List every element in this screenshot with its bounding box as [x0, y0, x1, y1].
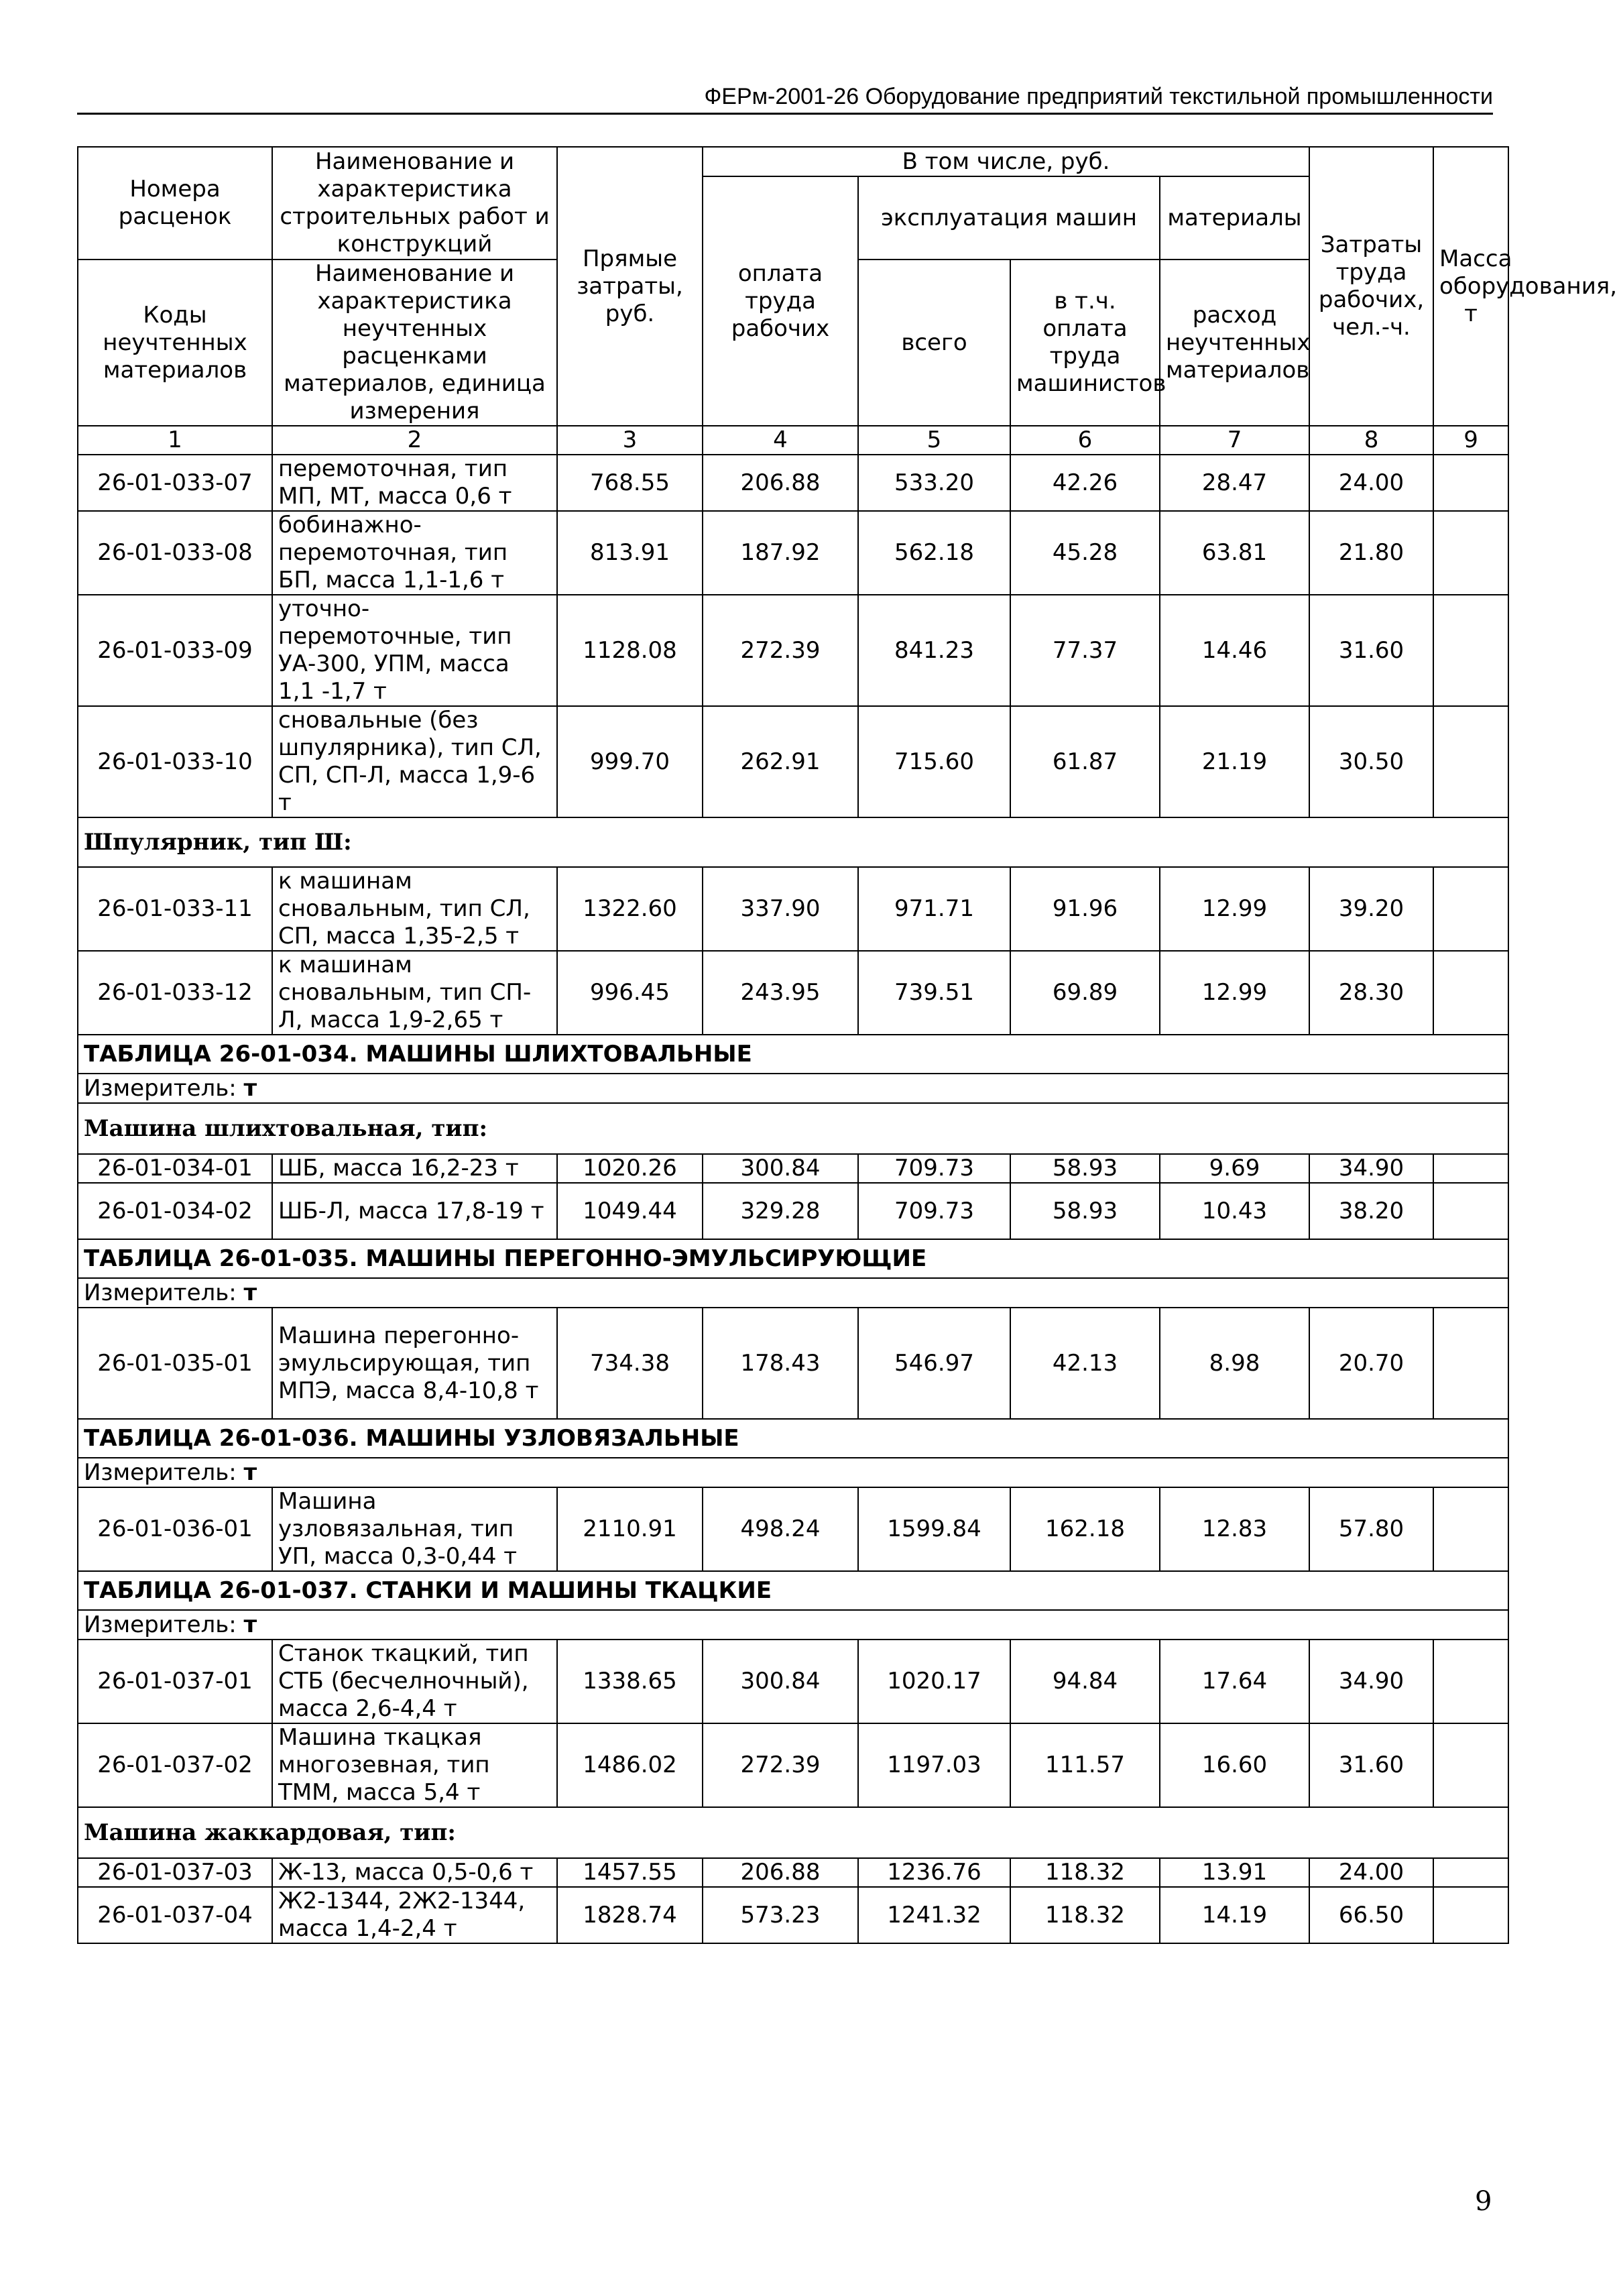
- col-number: 3: [557, 426, 703, 455]
- row-name: бобинажно-перемоточная, тип БП, масса 1,1-1,6 т: [272, 511, 557, 595]
- measure-line: [78, 1458, 1508, 1487]
- row-mass: [1433, 455, 1508, 511]
- row-materials: 12.99: [1160, 951, 1309, 1035]
- group-2: [78, 817, 1508, 1035]
- row-labor: 66.50: [1309, 1887, 1433, 1943]
- row-total: 1197.03: [858, 1723, 1010, 1807]
- row-direct: 813.91: [557, 511, 703, 595]
- row-direct: 1020.26: [557, 1154, 703, 1183]
- row-mass: [1433, 1487, 1508, 1571]
- row-incl: 42.26: [1010, 455, 1160, 511]
- row-labor: 28.30: [1309, 951, 1433, 1035]
- col-number: 8: [1309, 426, 1433, 455]
- row-incl: 45.28: [1010, 511, 1160, 595]
- row-wages: 272.39: [703, 1723, 858, 1807]
- col-materials: материалы: [1160, 176, 1309, 260]
- row-mass: [1433, 706, 1508, 817]
- table-034: [78, 1035, 1508, 1239]
- row-direct: 1322.60: [557, 867, 703, 951]
- row-materials: 17.64: [1160, 1640, 1309, 1723]
- col-number: 6: [1010, 426, 1160, 455]
- measure-label: Измеритель:: [84, 1611, 237, 1638]
- table-row: [78, 511, 1508, 595]
- row-wages: 206.88: [703, 1858, 858, 1887]
- row-incl: 69.89: [1010, 951, 1160, 1035]
- row-incl: 94.84: [1010, 1640, 1160, 1723]
- row-direct: 1128.08: [557, 595, 703, 706]
- row-direct: 1486.02: [557, 1723, 703, 1807]
- row-incl: 77.37: [1010, 595, 1160, 706]
- rates-table: [77, 146, 1617, 1944]
- row-direct: 1828.74: [557, 1887, 703, 1943]
- row-mass: [1433, 1308, 1508, 1419]
- section-heading: Шпулярник, тип Ш:: [78, 817, 1508, 867]
- table-title: ТАБЛИЦА 26-01-035. МАШИНЫ ПЕРЕГОННО-ЭМУЛЬСИРУЮЩИЕ: [78, 1239, 1508, 1278]
- row-wages: 329.28: [703, 1183, 858, 1239]
- row-name: Ж2-1344, 2Ж2-1344, масса 1,4-2,4 т: [272, 1887, 557, 1943]
- table-title: ТАБЛИЦА 26-01-036. МАШИНЫ УЗЛОВЯЗАЛЬНЫЕ: [78, 1419, 1508, 1458]
- table-row: [78, 1640, 1508, 1723]
- col-incl: В том числе, руб.: [703, 147, 1309, 176]
- row-materials: 13.91: [1160, 1858, 1309, 1887]
- row-incl: 58.93: [1010, 1154, 1160, 1183]
- row-total: 562.18: [858, 511, 1010, 595]
- row-name: ШБ-Л, масса 17,8-19 т: [272, 1183, 557, 1239]
- table-title: ТАБЛИЦА 26-01-034. МАШИНЫ ШЛИХТОВАЛЬНЫЕ: [78, 1035, 1508, 1074]
- row-direct: 999.70: [557, 706, 703, 817]
- row-total: 1236.76: [858, 1858, 1010, 1887]
- row-total: 1020.17: [858, 1640, 1010, 1723]
- row-code: 26-01-033-10: [78, 706, 272, 817]
- row-code: 26-01-036-01: [78, 1487, 272, 1571]
- row-code: 26-01-033-07: [78, 455, 272, 511]
- row-code: 26-01-033-08: [78, 511, 272, 595]
- col-number: 5: [858, 426, 1010, 455]
- row-labor: 39.20: [1309, 867, 1433, 951]
- row-name: Машина узловязальная, тип УП, масса 0,3-0,44 т: [272, 1487, 557, 1571]
- row-wages: 262.91: [703, 706, 858, 817]
- row-wages: 187.92: [703, 511, 858, 595]
- page-header: [77, 84, 1493, 115]
- measure-unit: т: [243, 1458, 257, 1486]
- col-machines: эксплуатация машин: [858, 176, 1160, 260]
- row-direct: 1338.65: [557, 1640, 703, 1723]
- row-labor: 34.90: [1309, 1154, 1433, 1183]
- row-mass: [1433, 951, 1508, 1035]
- table-title: ТАБЛИЦА 26-01-037. СТАНКИ И МАШИНЫ ТКАЦКИЕ: [78, 1571, 1508, 1610]
- row-wages: 573.23: [703, 1887, 858, 1943]
- row-materials: 10.43: [1160, 1183, 1309, 1239]
- row-incl: 91.96: [1010, 867, 1160, 951]
- row-mass: [1433, 595, 1508, 706]
- table-row: [78, 455, 1508, 511]
- row-materials: 14.19: [1160, 1887, 1309, 1943]
- row-code: 26-01-037-03: [78, 1858, 272, 1887]
- measure-line: [78, 1074, 1508, 1103]
- row-mass: [1433, 1183, 1508, 1239]
- row-labor: 31.60: [1309, 1723, 1433, 1807]
- table-row: [78, 1887, 1508, 1943]
- col-code-top: Номера расценок: [78, 147, 272, 260]
- table-row: [78, 1487, 1508, 1571]
- row-mass: [1433, 1887, 1508, 1943]
- row-direct: 2110.91: [557, 1487, 703, 1571]
- row-name: сновальные (без шпулярника), тип СЛ, СП, СП-Л, масса 1,9-6 т: [272, 706, 557, 817]
- row-labor: 21.80: [1309, 511, 1433, 595]
- row-materials: 14.46: [1160, 595, 1309, 706]
- col-incl-wages: в т.ч. оплата труда машинистов: [1010, 260, 1160, 426]
- row-name: к машинам сновальным, тип СЛ, СП, масса 1,35-2,5 т: [272, 867, 557, 951]
- row-incl: 58.93: [1010, 1183, 1160, 1239]
- col-number: 7: [1160, 426, 1309, 455]
- row-direct: 734.38: [557, 1308, 703, 1419]
- row-labor: 24.00: [1309, 455, 1433, 511]
- row-code: 26-01-037-04: [78, 1887, 272, 1943]
- col-total: всего: [858, 260, 1010, 426]
- table-row: [78, 951, 1508, 1035]
- row-total: 1599.84: [858, 1487, 1010, 1571]
- col-number: 1: [78, 426, 272, 455]
- row-total: 709.73: [858, 1154, 1010, 1183]
- row-incl: 111.57: [1010, 1723, 1160, 1807]
- measure-label: Измеритель:: [84, 1458, 237, 1486]
- row-materials: 63.81: [1160, 511, 1309, 595]
- section-heading: Машина жаккардовая, тип:: [78, 1807, 1508, 1858]
- row-code: 26-01-037-01: [78, 1640, 272, 1723]
- col-number: 2: [272, 426, 557, 455]
- row-wages: 300.84: [703, 1154, 858, 1183]
- col-number: 4: [703, 426, 858, 455]
- row-materials: 12.99: [1160, 867, 1309, 951]
- row-name: Машина перегонно-эмульсирующая, тип МПЭ, масса 8,4-10,8 т: [272, 1308, 557, 1419]
- row-name: Станок ткацкий, тип СТБ (бесчелночный), масса 2,6-4,4 т: [272, 1640, 557, 1723]
- col-unaccounted: расход неучтенных материалов: [1160, 260, 1309, 426]
- row-name: Ж-13, масса 0,5-0,6 т: [272, 1858, 557, 1887]
- row-mass: [1433, 867, 1508, 951]
- col-code-bottom: Коды неучтенных материалов: [78, 260, 272, 426]
- row-code: 26-01-033-12: [78, 951, 272, 1035]
- measure-line: [78, 1278, 1508, 1308]
- table-035: [78, 1239, 1508, 1419]
- row-labor: 24.00: [1309, 1858, 1433, 1887]
- row-labor: 30.50: [1309, 706, 1433, 817]
- row-total: 739.51: [858, 951, 1010, 1035]
- row-labor: 38.20: [1309, 1183, 1433, 1239]
- row-incl: 118.32: [1010, 1887, 1160, 1943]
- row-materials: 12.83: [1160, 1487, 1309, 1571]
- measure-unit: т: [243, 1611, 257, 1638]
- group-1: [78, 455, 1508, 817]
- row-incl: 162.18: [1010, 1487, 1160, 1571]
- row-mass: [1433, 1640, 1508, 1723]
- row-materials: 16.60: [1160, 1723, 1309, 1807]
- row-labor: 34.90: [1309, 1640, 1433, 1723]
- row-mass: [1433, 1723, 1508, 1807]
- table-row: [78, 1183, 1508, 1239]
- col-number: 9: [1433, 426, 1508, 455]
- row-wages: 178.43: [703, 1308, 858, 1419]
- row-total: 1241.32: [858, 1887, 1010, 1943]
- row-total: 533.20: [858, 455, 1010, 511]
- table-037: [78, 1571, 1508, 1943]
- row-wages: 272.39: [703, 595, 858, 706]
- row-incl: 118.32: [1010, 1858, 1160, 1887]
- row-labor: 31.60: [1309, 595, 1433, 706]
- row-name: уточно-перемоточные, тип УА-300, УПМ, масса 1,1 -1,7 т: [272, 595, 557, 706]
- table-row: [78, 706, 1508, 817]
- table-row: [78, 867, 1508, 951]
- column-numbers-row: [78, 426, 1508, 455]
- row-total: 709.73: [858, 1183, 1010, 1239]
- row-mass: [1433, 1154, 1508, 1183]
- measure-label: Измеритель:: [84, 1074, 237, 1102]
- table-row: [78, 1308, 1508, 1419]
- col-name-bottom: Наименование и характеристика неучтенных расценками материалов, единица измерения: [272, 260, 557, 426]
- row-wages: 300.84: [703, 1640, 858, 1723]
- col-name-top: Наименование и характеристика строительных работ и конструкций: [272, 147, 557, 260]
- row-total: 971.71: [858, 867, 1010, 951]
- row-name: перемоточная, тип МП, МТ, масса 0,6 т: [272, 455, 557, 511]
- measure-label: Измеритель:: [84, 1279, 237, 1306]
- row-direct: 996.45: [557, 951, 703, 1035]
- row-code: 26-01-034-02: [78, 1183, 272, 1239]
- row-wages: 498.24: [703, 1487, 858, 1571]
- table-row: [78, 595, 1508, 706]
- row-materials: 21.19: [1160, 706, 1309, 817]
- table-036: [78, 1419, 1508, 1571]
- row-materials: 8.98: [1160, 1308, 1309, 1419]
- table-row: [78, 1858, 1508, 1887]
- row-code: 26-01-035-01: [78, 1308, 272, 1419]
- row-direct: 1457.55: [557, 1858, 703, 1887]
- row-total: 715.60: [858, 706, 1010, 817]
- row-direct: 768.55: [557, 455, 703, 511]
- section-heading: Машина шлихтовальная, тип:: [78, 1103, 1508, 1154]
- col-mass: Масса оборудования, т: [1433, 147, 1508, 426]
- table-header: [78, 147, 1617, 455]
- row-mass: [1433, 511, 1508, 595]
- row-incl: 42.13: [1010, 1308, 1160, 1419]
- row-code: 26-01-037-02: [78, 1723, 272, 1807]
- table-row: [78, 1723, 1508, 1807]
- row-materials: 9.69: [1160, 1154, 1309, 1183]
- measure-unit: т: [243, 1279, 257, 1306]
- row-name: Машина ткацкая многозевная, тип ТММ, масса 5,4 т: [272, 1723, 557, 1807]
- row-name: ШБ, масса 16,2-23 т: [272, 1154, 557, 1183]
- page-number: 9: [1475, 2186, 1492, 2217]
- col-labor: Затраты труда рабочих, чел.-ч.: [1309, 147, 1433, 426]
- row-code: 26-01-033-09: [78, 595, 272, 706]
- row-mass: [1433, 1858, 1508, 1887]
- page-header-title: ФЕРм-2001-26 Оборудование предприятий текстильной промышленности: [704, 84, 1493, 109]
- row-wages: 206.88: [703, 455, 858, 511]
- row-total: 841.23: [858, 595, 1010, 706]
- row-code: 26-01-033-11: [78, 867, 272, 951]
- row-labor: 20.70: [1309, 1308, 1433, 1419]
- row-name: к машинам сновальным, тип СП-Л, масса 1,9-2,65 т: [272, 951, 557, 1035]
- row-direct: 1049.44: [557, 1183, 703, 1239]
- row-wages: 337.90: [703, 867, 858, 951]
- row-incl: 61.87: [1010, 706, 1160, 817]
- table-row: [78, 1154, 1508, 1183]
- col-direct: Прямые затраты, руб.: [557, 147, 703, 426]
- row-total: 546.97: [858, 1308, 1010, 1419]
- row-labor: 57.80: [1309, 1487, 1433, 1571]
- row-wages: 243.95: [703, 951, 858, 1035]
- measure-unit: т: [243, 1074, 257, 1102]
- row-materials: 28.47: [1160, 455, 1309, 511]
- measure-line: [78, 1610, 1508, 1640]
- row-code: 26-01-034-01: [78, 1154, 272, 1183]
- col-wages: оплата труда рабочих: [703, 176, 858, 426]
